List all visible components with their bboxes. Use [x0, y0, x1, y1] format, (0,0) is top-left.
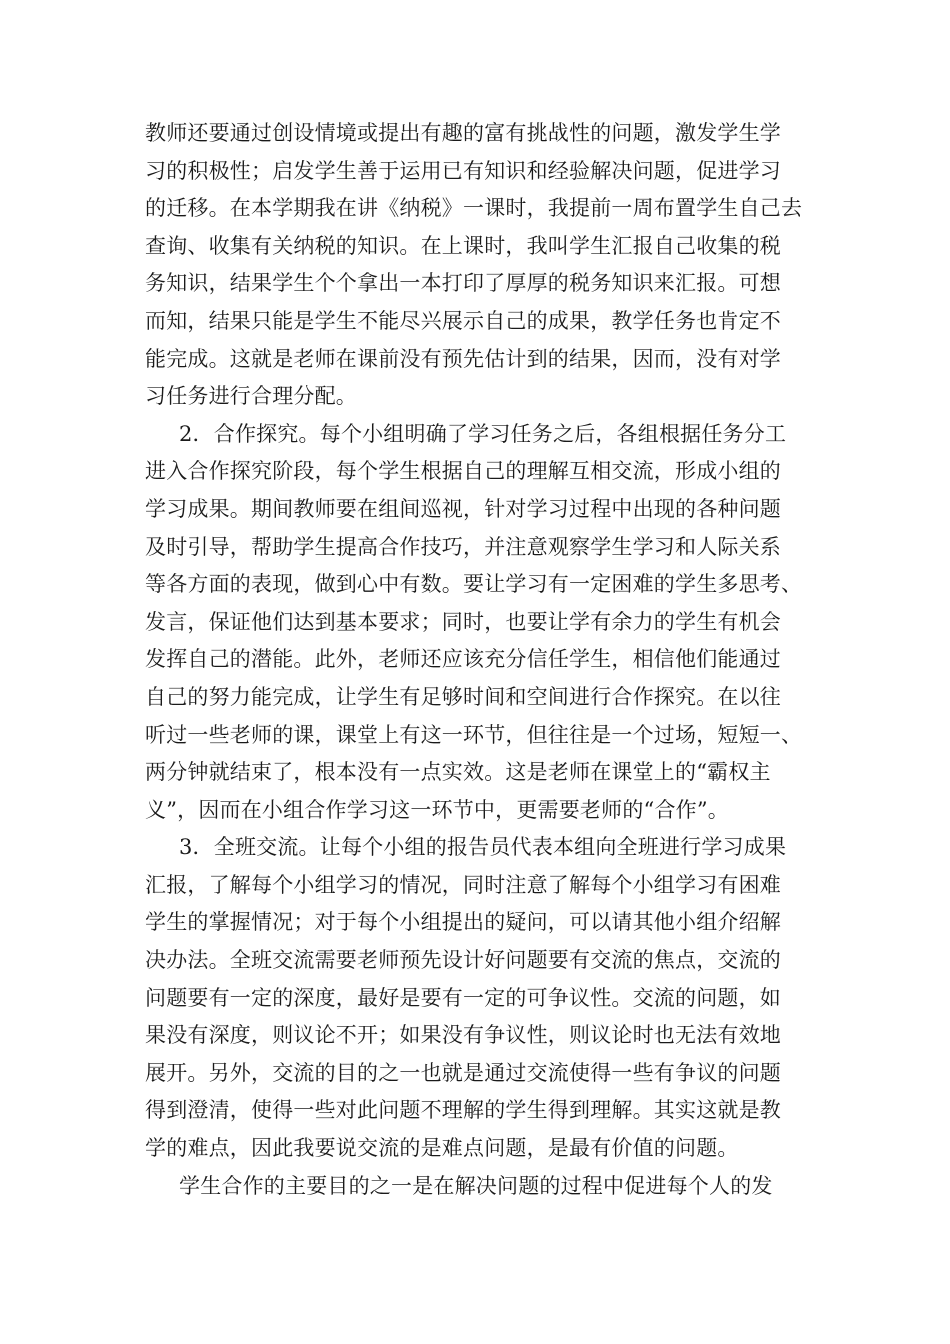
text-line: 教师还要通过创设情境或提出有趣的富有挑战性的问题，激发学生学 — [145, 121, 781, 145]
text-line: 而知，结果只能是学生不能尽兴展示自己的成果，教学任务也肯定不 — [145, 308, 781, 333]
text-line: 务知识，结果学生个个拿出一本打印了厚厚的税务知识来汇报。可想 — [145, 271, 781, 296]
text-line: 2．合作探究。每个小组明确了学习任务之后，各组根据任务分工 — [179, 421, 787, 446]
text-line: 学生的掌握情况；对于每个小组提出的疑问，可以请其他小组介绍解 — [145, 910, 781, 935]
text-line: 习的积极性；启发学生善于运用已有知识和经验解决问题，促进学习 — [145, 158, 781, 183]
text-line: 的迁移。在本学期我在讲《纳税》一课时，我提前一周布置学生自己去 — [145, 196, 803, 221]
text-line: 听过一些老师的课，课堂上有这一环节，但往往是一个过场，短短一、 — [145, 722, 803, 747]
text-line: 能完成。这就是老师在课前没有预先估计到的结果，因而，没有对学 — [145, 346, 781, 371]
text-line: 决办法。全班交流需要老师预先设计好问题要有交流的焦点，交流的 — [145, 948, 781, 973]
text-line: 得到澄清，使得一些对此问题不理解的学生得到理解。其实这就是教 — [145, 1098, 781, 1123]
text-line: 两分钟就结束了，根本没有一点实效。这是老师在课堂上的“霸权主 — [145, 760, 771, 785]
text-line: 自己的努力能完成，让学生有足够时间和空间进行合作探究。在以往 — [145, 684, 781, 709]
text-line: 等各方面的表现，做到心中有数。要让学习有一定困难的学生多思考、 — [145, 572, 803, 597]
text-line: 义”，因而在小组合作学习这一环节中，更需要老师的“合作”。 — [145, 797, 730, 822]
text-line: 进入合作探究阶段，每个学生根据自己的理解互相交流，形成小组的 — [145, 459, 781, 484]
text-line: 及时引导，帮助学生提高合作技巧，并注意观察学生学习和人际关系 — [145, 534, 781, 559]
text-line: 习任务进行合理分配。 — [145, 384, 357, 409]
text-line: 学生合作的主要目的之一是在解决问题的过程中促进每个人的发 — [179, 1173, 773, 1198]
body-text — [145, 115, 810, 1205]
text-line: 果没有深度，则议论不开；如果没有争议性，则议论时也无法有效地 — [145, 1023, 781, 1048]
text-line: 学的难点，因此我要说交流的是难点问题，是最有价值的问题。 — [145, 1136, 739, 1161]
text-line: 查询、收集有关纳税的知识。在上课时，我叫学生汇报自己收集的税 — [145, 233, 781, 258]
text-line: 问题要有一定的深度，最好是要有一定的可争议性。交流的问题，如 — [145, 985, 781, 1010]
text-line: 汇报，了解每个小组学习的情况，同时注意了解每个小组学习有困难 — [145, 872, 781, 897]
text-line: 发挥自己的潜能。此外，老师还应该充分信任学生，相信他们能通过 — [145, 647, 781, 672]
text-line: 3．全班交流。让每个小组的报告员代表本组向全班进行学习成果 — [179, 835, 787, 860]
text-line: 展开。另外，交流的目的之一也就是通过交流使得一些有争议的问题 — [145, 1060, 781, 1085]
text-line: 发言，保证他们达到基本要求；同时，也要让学有余力的学生有机会 — [145, 609, 781, 634]
text-line: 学习成果。期间教师要在组间巡视，针对学习过程中出现的各种问题 — [145, 496, 781, 521]
